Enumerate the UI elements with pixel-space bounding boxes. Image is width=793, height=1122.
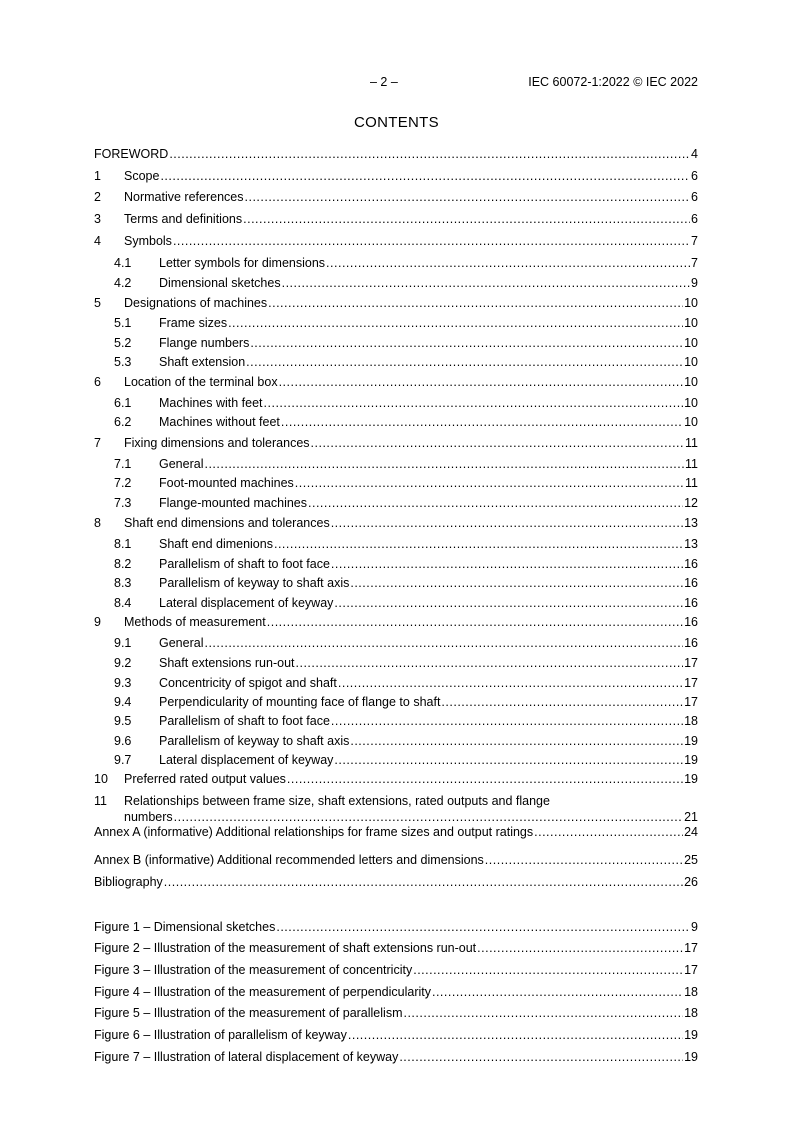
toc-entry-number: 3: [94, 212, 101, 226]
toc-entry[interactable]: [94, 355, 698, 371]
toc-page-number: 4: [691, 147, 698, 161]
toc-entry-title: Shaft end dimensions and tolerances: [124, 516, 330, 530]
toc-entry-number: 10: [94, 772, 108, 786]
toc-page-number: 18: [684, 714, 698, 728]
toc-entry-number: 7.2: [114, 476, 132, 490]
toc-entry-number: 9.2: [114, 656, 132, 670]
toc-entry[interactable]: [94, 875, 698, 891]
toc-entry[interactable]: [94, 636, 698, 652]
dot-leader: [311, 436, 684, 450]
toc-entry[interactable]: [94, 656, 698, 672]
toc-entry-title: Terms and definitions: [124, 212, 243, 226]
dot-leader: [477, 941, 683, 955]
figure-title: Figure 3 – Illustration of the measurement of concentricity: [94, 963, 413, 977]
toc-entry[interactable]: [94, 169, 698, 185]
toc-entry-number: 8: [94, 516, 101, 530]
toc-entry-title: Lateral displacement of keyway: [159, 753, 334, 767]
toc-page-number: 10: [684, 316, 698, 330]
figure-list-item[interactable]: [94, 963, 698, 979]
toc-entry-title-continuation: numbers: [124, 810, 173, 824]
toc-page-number: 18: [684, 985, 698, 999]
toc-entry-number: 5.3: [114, 355, 132, 369]
dot-leader: [350, 576, 683, 590]
document-reference: IEC 60072-1:2022 © IEC 2022: [528, 75, 698, 89]
toc-entry-number: 6: [94, 375, 101, 389]
toc-page-number: 19: [684, 772, 698, 786]
toc-page-number: 19: [684, 1050, 698, 1064]
dot-leader: [267, 615, 683, 629]
toc-page-number: 11: [685, 476, 698, 490]
toc-page-number: 6: [691, 169, 698, 183]
toc-entry[interactable]: [94, 496, 698, 512]
dot-leader: [441, 695, 683, 709]
toc-entry-title: Parallelism of shaft to foot face: [159, 557, 330, 571]
dot-leader: [164, 875, 683, 889]
toc-entry-title: Relationships between frame size, shaft extensions, rated outputs and flange: [124, 794, 550, 808]
toc-page-number: 6: [691, 190, 698, 204]
toc-entry-title: General: [159, 636, 204, 650]
toc-entry-continuation[interactable]: [124, 810, 698, 826]
toc-entry[interactable]: [94, 256, 698, 272]
dot-leader: [228, 316, 683, 330]
toc-entry-title: Symbols: [124, 234, 172, 248]
dot-leader: [204, 636, 683, 650]
dot-leader: [276, 920, 690, 934]
toc-entry-title: Bibliography: [94, 875, 163, 889]
toc-entry-number: 8.2: [114, 557, 132, 571]
page-header: [94, 75, 698, 91]
toc-entry[interactable]: [94, 557, 698, 573]
dot-leader: [334, 753, 683, 767]
figure-title: Figure 5 – Illustration of the measurement of parallelism: [94, 1006, 403, 1020]
dot-leader: [274, 537, 683, 551]
dot-leader: [169, 147, 690, 161]
toc-entry[interactable]: [94, 476, 698, 492]
dot-leader: [432, 985, 683, 999]
toc-page-number: 7: [691, 234, 698, 248]
toc-entry-title: Fixing dimensions and tolerances: [124, 436, 310, 450]
toc-entry[interactable]: [94, 537, 698, 553]
toc-page-number: 16: [684, 576, 698, 590]
dot-leader: [399, 1050, 683, 1064]
dot-leader: [334, 596, 683, 610]
toc-entry-title: Lateral displacement of keyway: [159, 596, 334, 610]
dot-leader: [403, 1006, 683, 1020]
toc-page-number: 19: [684, 753, 698, 767]
toc-page-number: 17: [684, 656, 698, 670]
toc-entry-number: 11: [94, 794, 107, 808]
toc-entry-number: 7.3: [114, 496, 132, 510]
toc-page-number: 9: [691, 920, 698, 934]
toc-page-number: 17: [684, 941, 698, 955]
figure-title: Figure 4 – Illustration of the measurement of perpendicularity: [94, 985, 431, 999]
dot-leader: [326, 256, 690, 270]
toc-entry[interactable]: [94, 753, 698, 769]
toc-entry-title: Scope: [124, 169, 160, 183]
toc-entry-number: 6.2: [114, 415, 132, 429]
toc-entry-title: Designations of machines: [124, 296, 268, 310]
toc-page-number: 25: [684, 853, 698, 867]
toc-entry-title: Dimensional sketches: [159, 276, 281, 290]
toc-entry[interactable]: [94, 772, 698, 788]
toc-entry-title: Parallelism of keyway to shaft axis: [159, 734, 350, 748]
toc-page-number: 11: [685, 436, 698, 450]
toc-entry-number: 1: [94, 169, 101, 183]
toc-page-number: 10: [684, 336, 698, 350]
toc-page-number: 24: [684, 825, 698, 839]
dot-leader: [250, 336, 683, 350]
toc-entry-number: 4.1: [114, 256, 132, 270]
toc-entry[interactable]: [94, 190, 698, 206]
toc-page-number: 7: [691, 256, 698, 270]
dot-leader: [331, 714, 683, 728]
toc-entry-number: 9: [94, 615, 101, 629]
toc-page-number: 9: [691, 276, 698, 290]
figure-title: Figure 1 – Dimensional sketches: [94, 920, 276, 934]
toc-entry-number: 8.1: [114, 537, 132, 551]
figure-title: Figure 7 – Illustration of lateral displacement of keyway: [94, 1050, 399, 1064]
dot-leader: [350, 734, 683, 748]
dot-leader: [160, 169, 690, 183]
toc-entry-title: Parallelism of shaft to foot face: [159, 714, 330, 728]
toc-entry[interactable]: [94, 316, 698, 332]
toc-page-number: 11: [685, 457, 698, 471]
toc-entry-title: Letter symbols for dimensions: [159, 256, 326, 270]
toc-page-number: 10: [684, 355, 698, 369]
toc-entry[interactable]: [94, 695, 698, 711]
toc-entry-title: Foot-mounted machines: [159, 476, 294, 490]
toc-entry-number: 8.3: [114, 576, 132, 590]
toc-entry[interactable]: [94, 457, 698, 473]
toc-entry[interactable]: [94, 516, 698, 532]
toc-entry-number: 9.6: [114, 734, 132, 748]
toc-page-number: 10: [684, 296, 698, 310]
toc-entry-title: Annex A (informative) Additional relationships for frame sizes and output ratings: [94, 825, 534, 839]
dot-leader: [281, 415, 683, 429]
dot-leader: [296, 656, 684, 670]
toc-entry-title: Shaft end dimenions: [159, 537, 273, 551]
toc-page-number: 10: [684, 415, 698, 429]
figure-list-item[interactable]: [94, 920, 698, 936]
toc-entry[interactable]: [94, 436, 698, 452]
dot-leader: [331, 557, 683, 571]
toc-entry-number: 2: [94, 190, 101, 204]
dot-leader: [279, 375, 684, 389]
toc-entry-title: Parallelism of keyway to shaft axis: [159, 576, 350, 590]
dot-leader: [173, 234, 690, 248]
contents-title: CONTENTS: [354, 114, 439, 131]
toc-entry-title: Frame sizes: [159, 316, 228, 330]
toc-page-number: 16: [684, 557, 698, 571]
toc-entry[interactable]: [94, 853, 698, 869]
toc-entry-title: Normative references: [124, 190, 244, 204]
toc-entry-title: Machines with feet: [159, 396, 263, 410]
page-number: – 2 –: [370, 75, 398, 89]
dot-leader: [287, 772, 683, 786]
toc-entry-number: 9.7: [114, 753, 132, 767]
toc-entry-title: Flange-mounted machines: [159, 496, 307, 510]
toc-entry-number: 7.1: [114, 457, 132, 471]
toc-page-number: 21: [684, 810, 698, 824]
toc-entry[interactable]: [94, 336, 698, 352]
toc-page-number: 26: [684, 875, 698, 889]
toc-page-number: 18: [684, 1006, 698, 1020]
toc-entry-number: 9.4: [114, 695, 132, 709]
toc-entry-title: Location of the terminal box: [124, 375, 278, 389]
toc-entry-number: 5: [94, 296, 101, 310]
toc-entry-title: Annex B (informative) Additional recommended letters and dimensions: [94, 853, 484, 867]
toc-page-number: 16: [684, 636, 698, 650]
toc-entry[interactable]: [94, 147, 698, 163]
toc-entry-title: General: [159, 457, 204, 471]
toc-entry[interactable]: [94, 734, 698, 750]
toc-entry[interactable]: [94, 396, 698, 412]
toc-entry-number: 6.1: [114, 396, 132, 410]
toc-page-number: 13: [684, 537, 698, 551]
toc-entry-number: 5.1: [114, 316, 132, 330]
toc-entry[interactable]: [94, 615, 698, 631]
toc-entry-title: Methods of measurement: [124, 615, 266, 629]
dot-leader: [331, 516, 683, 530]
dot-leader: [204, 457, 684, 471]
dot-leader: [534, 825, 683, 839]
dot-leader: [295, 476, 684, 490]
dot-leader: [243, 212, 690, 226]
toc-entry-title: FOREWORD: [94, 147, 169, 161]
toc-entry[interactable]: [94, 212, 698, 228]
toc-entry-title: Shaft extensions run-out: [159, 656, 295, 670]
toc-entry[interactable]: [94, 234, 698, 250]
toc-entry-title: Machines without feet: [159, 415, 280, 429]
toc-entry[interactable]: [94, 276, 698, 292]
toc-entry-title: Perpendicularity of mounting face of flange to shaft: [159, 695, 441, 709]
toc-entry[interactable]: [94, 825, 698, 841]
toc-entry[interactable]: [94, 596, 698, 612]
toc-page-number: 17: [684, 676, 698, 690]
toc-page-number: 13: [684, 516, 698, 530]
toc-entry-number: 8.4: [114, 596, 132, 610]
toc-entry[interactable]: [94, 676, 698, 692]
toc-entry-title: Flange numbers: [159, 336, 250, 350]
toc-entry-number: 9.5: [114, 714, 132, 728]
figure-list-item[interactable]: [94, 1006, 698, 1022]
toc-entry[interactable]: [94, 714, 698, 730]
toc-entry[interactable]: [94, 794, 698, 810]
toc-entry-number: 7: [94, 436, 101, 450]
dot-leader: [282, 276, 690, 290]
dot-leader: [245, 190, 691, 204]
dot-leader: [413, 963, 683, 977]
dot-leader: [485, 853, 683, 867]
dot-leader: [348, 1028, 683, 1042]
figure-list-item[interactable]: [94, 1050, 698, 1066]
figure-list-item[interactable]: [94, 1028, 698, 1044]
dot-leader: [308, 496, 683, 510]
toc-entry-title: Shaft extension: [159, 355, 246, 369]
dot-leader: [338, 676, 683, 690]
figure-title: Figure 2 – Illustration of the measurement of shaft extensions run-out: [94, 941, 477, 955]
toc-entry[interactable]: [94, 576, 698, 592]
figure-title: Figure 6 – Illustration of parallelism of keyway: [94, 1028, 347, 1042]
toc-entry-title: Preferred rated output values: [124, 772, 286, 786]
toc-page-number: 16: [684, 596, 698, 610]
toc-page-number: 19: [684, 1028, 698, 1042]
toc-page-number: 17: [684, 963, 698, 977]
dot-leader: [246, 355, 683, 369]
dot-leader: [268, 296, 683, 310]
dot-leader: [264, 396, 684, 410]
toc-page-number: 19: [684, 734, 698, 748]
toc-page-number: 16: [684, 615, 698, 629]
toc-page-number: 10: [684, 396, 698, 410]
toc-entry-number: 5.2: [114, 336, 132, 350]
toc-entry-number: 9.3: [114, 676, 132, 690]
figure-list-item[interactable]: [94, 985, 698, 1001]
toc-page-number: 17: [684, 695, 698, 709]
toc-page-number: 12: [684, 496, 698, 510]
toc-entry[interactable]: [94, 375, 698, 391]
toc-entry[interactable]: [94, 415, 698, 431]
toc-entry-number: 4.2: [114, 276, 132, 290]
figure-list-item[interactable]: [94, 941, 698, 957]
dot-leader: [174, 810, 683, 824]
toc-entry[interactable]: [94, 296, 698, 312]
toc-entry-number: 9.1: [114, 636, 132, 650]
toc-page-number: 10: [684, 375, 698, 389]
toc-page-number: 6: [691, 212, 698, 226]
toc-entry-title: Concentricity of spigot and shaft: [159, 676, 337, 690]
toc-entry-number: 4: [94, 234, 101, 248]
